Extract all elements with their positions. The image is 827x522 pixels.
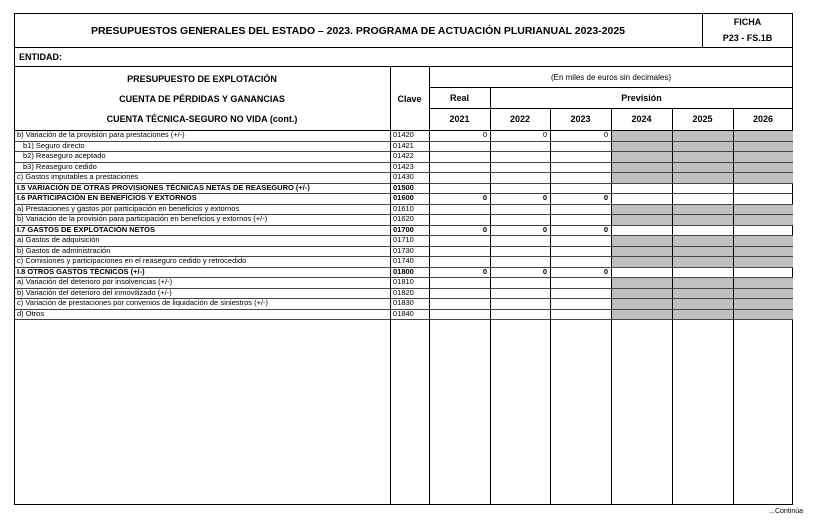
real-header: Real <box>449 92 469 103</box>
row-value <box>550 277 611 288</box>
row-value <box>550 298 611 309</box>
row-clave: 01730 <box>393 245 414 255</box>
row-value <box>550 246 611 257</box>
row-value <box>490 298 550 309</box>
shaded-forecast-cells <box>611 130 793 141</box>
row-value <box>429 204 490 215</box>
year-header: 2025 <box>692 114 713 124</box>
row-value: 0 <box>603 266 608 276</box>
row-label: c) Comisiones y participaciones en el reaseguro cedido y retrocedido <box>17 256 247 265</box>
row-label: I.7 GASTOS DE EXPLOTACIÓN NETOS <box>17 224 155 234</box>
shaded-forecast-cells <box>611 204 793 215</box>
row-label: b) Variación de la provisión para prestaciones (+/-) <box>17 130 185 139</box>
row-label: b) Gastos de administración <box>17 245 111 255</box>
row-value <box>490 214 550 225</box>
row-clave: 01600 <box>393 193 414 202</box>
row-clave: 01620 <box>393 214 414 223</box>
row-value: 0 <box>482 266 487 276</box>
row-value <box>550 141 611 152</box>
year-header: 2021 <box>449 114 470 124</box>
row-clave: 01740 <box>393 256 414 265</box>
row-clave: 01422 <box>393 151 414 160</box>
row-clave: 01430 <box>393 172 414 181</box>
row-label: c) Gastos imputables a prestaciones <box>17 172 139 181</box>
row-label: a) Gastos de adquisición <box>17 235 100 244</box>
row-label: b2) Reaseguro aceptado <box>23 151 106 160</box>
row-label: I.8 OTROS GASTOS TÉCNICOS (+/-) <box>17 266 145 276</box>
row-value <box>550 204 611 215</box>
row-label: b) Variación del deterioro del inmovilizado (+/-) <box>17 287 172 297</box>
shaded-forecast-cells <box>611 151 793 162</box>
entidad-box <box>14 48 793 67</box>
row-clave: 01421 <box>393 140 414 150</box>
row-clave: 01423 <box>393 161 414 171</box>
row-value <box>490 204 550 215</box>
row-value <box>429 162 490 173</box>
row-value <box>429 183 490 194</box>
row-value <box>429 309 490 320</box>
prevision-header: Previsión <box>621 92 662 103</box>
row-value <box>550 256 611 267</box>
page-title: PRESUPUESTOS GENERALES DEL ESTADO – 2023. PROGRAMA DE ACTUACIÓN PLURIANUAL 2023-2025 <box>90 24 626 37</box>
year-header: 2026 <box>752 114 774 124</box>
row-value <box>490 183 550 194</box>
header-line-3: CUENTA TÉCNICA-SEGURO NO VIDA (cont.) <box>106 114 298 124</box>
row-clave: 01710 <box>393 235 414 244</box>
row-value <box>429 298 490 309</box>
units-note: (En miles de euros sin decimales) <box>550 72 672 82</box>
row-value <box>490 141 550 152</box>
row-value <box>550 309 611 320</box>
row-value <box>550 162 611 173</box>
shaded-forecast-cells <box>611 141 793 152</box>
row-clave: 01500 <box>393 182 414 192</box>
row-clave: 01610 <box>393 203 414 213</box>
clave-header: Clave <box>397 93 422 104</box>
shaded-forecast-cells <box>611 288 793 299</box>
shaded-forecast-cells <box>611 235 793 246</box>
row-label: a) Variación del deterioro por insolvencias (+/-) <box>17 277 173 286</box>
shaded-forecast-cells <box>611 256 793 267</box>
row-value <box>429 246 490 257</box>
row-value <box>490 246 550 257</box>
row-value <box>429 288 490 299</box>
row-label: a) Prestaciones y gastos por participación en beneficios y extornos <box>17 203 240 213</box>
row-value <box>429 235 490 246</box>
row-label: b3) Reaseguro cedido <box>23 161 97 171</box>
row-clave: 01840 <box>393 308 414 318</box>
row-clave: 01800 <box>393 266 414 276</box>
row-value <box>490 151 550 162</box>
row-value: 0 <box>482 224 487 234</box>
continua-note: ...Continúa <box>769 508 803 515</box>
row-label: d) Otros <box>17 308 45 318</box>
shaded-forecast-cells <box>611 309 793 320</box>
row-clave: 01820 <box>393 287 414 297</box>
row-value <box>550 288 611 299</box>
row-clave: 01700 <box>393 224 414 234</box>
row-value <box>490 235 550 246</box>
header-line-2: CUENTA DE PÉRDIDAS Y GANANCIAS <box>119 94 285 104</box>
row-label: I.6 PARTICIPACIÓN EN BENEFICIOS Y EXTORNOS <box>17 193 197 202</box>
row-label: c) Variación de prestaciones por convenios de liquidación de siniestros (+/-) <box>17 298 269 307</box>
row-value <box>550 214 611 225</box>
row-value: 0 <box>542 193 547 202</box>
shaded-forecast-cells <box>611 298 793 309</box>
row-value <box>550 183 611 194</box>
row-value <box>429 256 490 267</box>
shaded-forecast-cells <box>611 277 793 288</box>
row-clave: 01810 <box>393 277 414 286</box>
row-separator <box>14 319 793 320</box>
year-header: 2024 <box>631 114 652 124</box>
row-clave: 01830 <box>393 298 414 307</box>
row-value <box>429 277 490 288</box>
row-value: 0 <box>603 224 608 234</box>
row-value <box>550 151 611 162</box>
row-value <box>490 256 550 267</box>
row-value: 0 <box>603 193 608 202</box>
row-value <box>429 141 490 152</box>
ficha-label: FICHA <box>733 17 762 27</box>
row-value <box>490 277 550 288</box>
row-value <box>550 172 611 183</box>
row-value <box>550 235 611 246</box>
shaded-forecast-cells <box>611 162 793 173</box>
row-clave: 01420 <box>393 130 414 139</box>
year-header: 2022 <box>509 114 531 124</box>
shaded-forecast-cells <box>611 214 793 225</box>
row-label: I.5 VARIACIÓN DE OTRAS PROVISIONES TÉCNICAS NETAS DE REASEGURO (+/-) <box>17 182 310 192</box>
year-header: 2023 <box>570 114 591 124</box>
row-label: b) Variación de la provisión para participación en beneficios y extornos (+/-) <box>17 214 268 223</box>
row-value <box>490 162 550 173</box>
row-value: 0 <box>482 193 487 202</box>
shaded-forecast-cells <box>611 246 793 257</box>
ficha-code: P23 - FS.1B <box>722 33 773 43</box>
row-value: 0 <box>603 130 608 139</box>
row-value: 0 <box>542 130 547 139</box>
row-value: 0 <box>542 224 547 234</box>
row-value <box>429 172 490 183</box>
row-label: b1) Seguro directo <box>23 140 85 150</box>
row-value <box>429 214 490 225</box>
row-value <box>490 309 550 320</box>
row-value <box>490 172 550 183</box>
row-value: 0 <box>542 266 547 276</box>
row-value <box>429 151 490 162</box>
entidad-label: ENTIDAD: <box>19 52 62 62</box>
shaded-forecast-cells <box>611 172 793 183</box>
row-value <box>490 288 550 299</box>
header-line-1: PRESUPUESTO DE EXPLOTACIÓN <box>127 74 277 84</box>
row-value: 0 <box>482 130 487 139</box>
